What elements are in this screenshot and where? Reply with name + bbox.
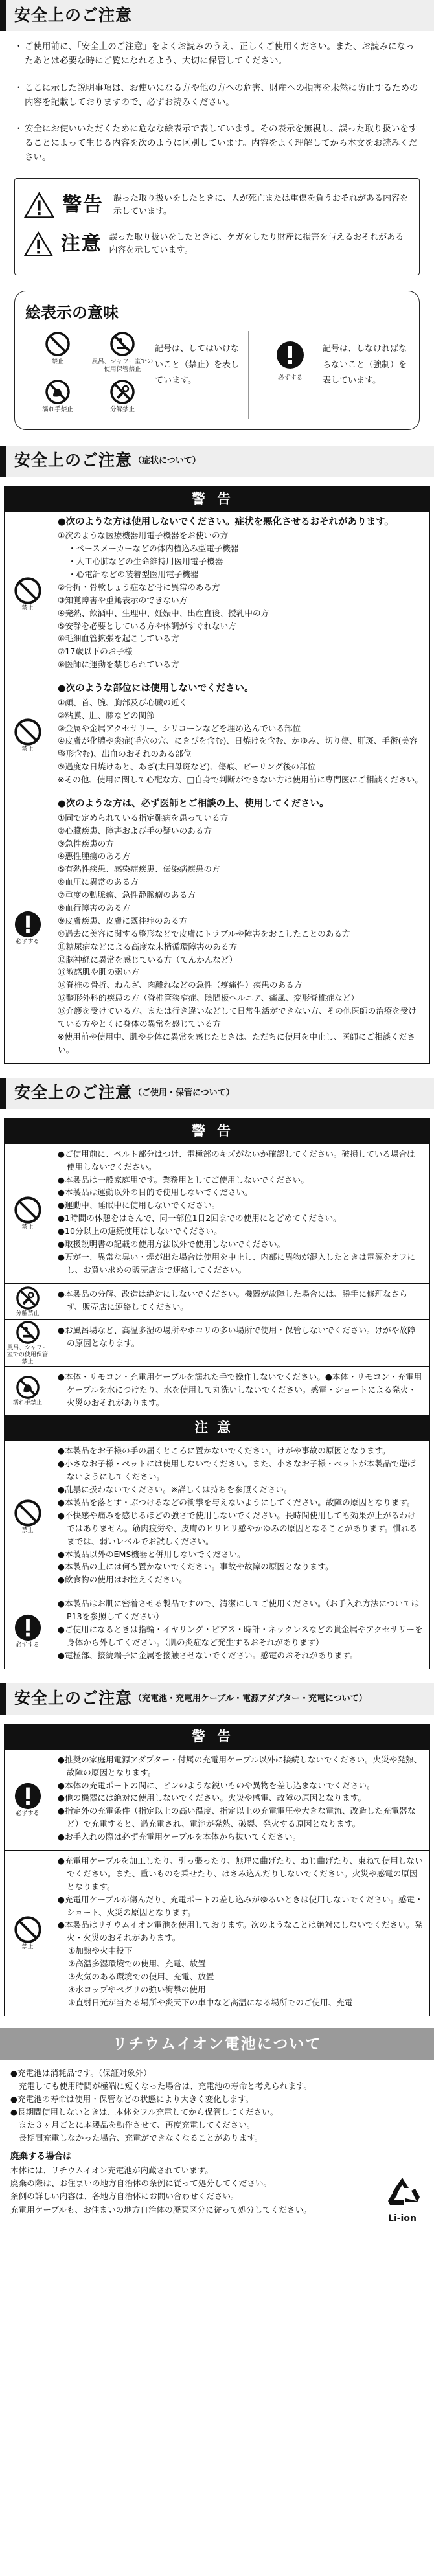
mandatory-symbol (258, 331, 323, 419)
list-item: ●充電池は消耗品です。（保証対象外） (10, 2068, 152, 2078)
list-item: ●推奨の家庭用電源アダプター・付属の充電用ケーブル以外に接続しないでください。火災や発熱、故障の原因となります。 (58, 1754, 422, 1777)
list-item: ●飲食物の使用はお控えください。 (58, 1575, 187, 1585)
disassemble-symbol (90, 379, 155, 414)
no-wet-hands-icon (45, 379, 71, 405)
icon-caption: 必ずする (16, 1641, 40, 1648)
list-item: ⑧血行障害のある方 (58, 903, 131, 913)
list-item: ②心臓疾患、障害および手の疑いのある方 (58, 825, 212, 836)
list-item: ●本製品の分解、改造は絶対にしないでください。機器が故障した場合には、勝手に修理なさらず、販売店に連絡してください。 (58, 1288, 407, 1312)
list-item: ③急性疾患の方 (58, 838, 114, 849)
no-disassemble-icon (109, 379, 135, 405)
liion-section (0, 2067, 434, 2217)
prohibited-icon (14, 1196, 42, 1224)
list-item: 条例の詳しい内容は、各地方自治体にお問い合わせください。 (10, 2191, 239, 2202)
list-item: ●電極部、接続端子に金属を接触させないでください。感電のおそれがあります。 (58, 1650, 358, 1660)
table-row (5, 1319, 429, 1365)
icon-caption: 濡れ手禁止 (12, 1400, 42, 1407)
list-item: ⑨皮膚疾患、皮膚に既往症のある方 (58, 915, 188, 926)
list-item: ⑩過去に美容に関する整形などで皮膚にトラブルや障害をおこしたことのある方 (58, 928, 350, 939)
list-item: 充電用ケーブルも、お住まいの地方自治体の廃棄区分に従って処分してください。 (10, 2204, 312, 2215)
list-item: ⑤有熱性疾患、感染症疾患、伝染病疾患の方 (58, 864, 220, 874)
caution-label: 注意 (60, 232, 102, 255)
list-item: ③火気のある環境での使用、充電、放置 (68, 1971, 214, 1981)
prohibited-icon (14, 1499, 42, 1527)
symptoms-table (4, 486, 430, 1064)
list-item: ④悪性腫瘍のある方 (58, 851, 131, 861)
icon-caption: 禁止 (21, 746, 34, 753)
prohibited-icon (45, 331, 71, 357)
list-item: ●乱暴に扱わないでください。※詳しくは持ちを参照ください。 (58, 1485, 292, 1495)
list-item: ●運動中、睡眠中に使用しないでください。 (58, 1200, 220, 1211)
charging-table (4, 1724, 430, 2016)
bath-caption: 風呂、シャワー室での使用保管禁止 (91, 358, 154, 373)
list-item: ④皮膚が化膿や炎症(毛穴の穴、にきびを含む)、日焼けを含む、かゆみ、切り傷、肝斑、手術(美容整形含む)、出血のおそれのある部位 (58, 736, 418, 759)
warning-bar: 警告 (5, 1724, 429, 1749)
section-subtitle: （ご使用・保管について） (133, 1088, 234, 1099)
wet-caption: 濡れ手禁止 (42, 405, 73, 413)
list-item: ※その他、使用に関して心配な方、□自身で判断ができない方は使用前に専門医にご相談ください。 (58, 775, 423, 785)
usage-table (4, 1118, 430, 1669)
row-lead: ●次のような方は、必ず医師とご相談の上、使用してください。 (58, 799, 329, 810)
list-item: ●1時間の休憩をはさんで、同一部位1日2回までの使用にとどめてください。 (58, 1213, 341, 1224)
list-item: ●本製品はリチウムイオン電池を使用しております。次のようなことは絶対にしないでください。発火・火災のおそれがあります。 (58, 1920, 423, 1943)
list-item: ●万が一、異常な臭い・煙が出た場合は使用を中止し、内部に異物が混入したときは電源をオフにし、お買い求めの販売店まで連絡してください。 (58, 1251, 416, 1275)
section-title: 安全上のご注意 (14, 5, 133, 25)
warning-text: 誤った取り扱いをしたときに、人が死亡または重傷を負うおそれがある内容を示しています。 (113, 193, 409, 217)
list-item: ●本製品は運動以外の目的で使用しないでください。 (58, 1187, 253, 1198)
section-title: 安全上のご注意 (14, 1689, 133, 1708)
warning-label: 警告 (62, 193, 104, 216)
caution-bar: 注意 (5, 1415, 429, 1440)
list-item: ⑪糖尿病などによる高度な末梢循環障害のある方 (58, 941, 238, 952)
list-item: ●充電池の寿命は使用・保管などの状態により大きく変化します。 (10, 2093, 254, 2104)
prohibit-description: 記号は、してはいけないこと（禁止）を表しています。 (155, 343, 240, 386)
list-item: ●お手入れの際は必ず充電用ケーブルを本体から抜いてください。 (58, 1832, 301, 1842)
recycle-mark (380, 2175, 425, 2223)
mandatory-icon (14, 910, 42, 939)
list-item: ●ご使用前に、ベルト部分はつけ、電極部のキズがないか確認してください。破損している場合は使用しないでください。 (58, 1148, 415, 1172)
mandatory-caption: 必ずする (277, 374, 303, 382)
list-item: ●お風呂場など、高温多湿の場所やホコリの多い場所で使用・保管しないでください。けがや故障の原因となります。 (58, 1325, 416, 1349)
section-subtitle: （症状について） (133, 455, 201, 466)
list-item: ⑫脳神経に異常を感じている方（てんかんなど） (58, 954, 238, 964)
list-item: ・心電計などの装着型医用電子機器 (68, 569, 199, 579)
list-item: 長期間充電しなかった場合、充電ができなくなることがあります。 (10, 2133, 263, 2143)
table-row (5, 1749, 429, 1850)
warning-caution-box (14, 178, 420, 275)
list-item: ●本製品以外のEMS機器と併用しないでください。 (58, 1549, 246, 1559)
list-item: ①加熱や火中投下 (68, 1946, 133, 1956)
icon-caption: 風呂、シャワー室での使用保管禁止 (6, 1345, 48, 1365)
list-item: ②骨折・骨軟しょう症など骨に異常のある方 (58, 582, 220, 592)
row-lead: ●次のような方は使用しないでください。症状を悪化させるおそれがあります。 (58, 516, 394, 527)
list-item: ④発熱、飲酒中、生理中、妊娠中、出産直後、授乳中の方 (58, 608, 269, 618)
disassemble-caption: 分解禁止 (109, 405, 135, 413)
bath-prohibited-symbol (90, 331, 155, 374)
list-item: ⑯介護を受けている方、または行き違いなどして日常生活ができない方、その他医師の治療を受けている方やとくに身体の異常を感じている方 (58, 1006, 417, 1029)
row-lead: ●次のような部位には使用しないでください。 (58, 683, 254, 694)
list-item: ⑦17歳以下のお子様 (58, 646, 133, 657)
table-row (5, 511, 429, 678)
section-header-usage (0, 1078, 434, 1109)
list-item: ●本製品をお子様の手の届くところに置かないでください。けがや事故の原因となります。 (58, 1446, 391, 1456)
list-item: ⑬敏感肌や肌の弱い方 (58, 967, 139, 977)
table-row (5, 1850, 429, 2016)
icon-caption: 分解禁止 (16, 1310, 40, 1317)
list-item: 廃棄の際は、お住まいの地方自治体の条例に従って処分してください。 (10, 2178, 271, 2189)
recycle-label: Li-ion (388, 2213, 417, 2224)
list-item: ●充電用ケーブルが傷んだり、充電ポートの差し込みがゆるいときは使用しないでください。感電・ショート、火災の原因となります。 (58, 1894, 423, 1917)
list-item: ※使用前や使用中、肌や身体に異常を感じたときは、ただちに使用を中止し、医師にご相談ください。 (58, 1031, 416, 1054)
list-item: ●ご使用になるときは指輪・イヤリング・ピアス・時計・ネックレスなどの貴金属やアクセサリーを身体から外してください。（肌の炎症など発生するおそれがあります） (58, 1624, 423, 1647)
list-item: ●本体の充電ポートの間に、ピンのような鋭いものや異物を差し込まないでください。 (58, 1780, 375, 1790)
list-item: ●本体・リモコン・充電用ケーブルを濡れた手で操作しないでください。●本体・リモコン・充電用ケーブルを水につけたり、水を使用して丸洗いしないでください。感電・ショートによる発火・火災のおそれがあります。 (58, 1371, 422, 1408)
section-header-safety (0, 0, 434, 31)
section-title: 安全上のご注意 (14, 1083, 133, 1102)
no-wet-hands-icon (16, 1375, 40, 1400)
list-item: ②粘膜、肛、膝などの関節 (58, 710, 155, 720)
caution-row (24, 228, 410, 260)
list-item: ⑥毛細血管拡張を起こしている方 (58, 633, 179, 644)
list-item: ●本製品の上には何も置かないでください。事故や故障の原因となります。 (58, 1562, 334, 1572)
caution-text: 誤った取り扱いをしたときに、ケガをしたり財産に損害を与えるおそれがある内容を示しています。 (109, 232, 404, 256)
list-item: ①顔、首、腕、胸部及び心臓の近く (58, 697, 188, 707)
mandatory-icon (14, 1613, 42, 1642)
list-item: ①固で定められている指定難病を患っている方 (58, 812, 229, 823)
list-item: ⑥血圧に異常のある方 (58, 877, 139, 887)
list-item: ④水コップやペグリの強い衝撃の使用 (68, 1984, 206, 1994)
list-item: ●取扱説明書の記載の使用方法以外で使用しないでください。 (58, 1238, 286, 1249)
list-item: ⑭脊椎の骨折、ねんざ、肉離れなどの急性（疼痛性）疾患のある方 (58, 980, 303, 990)
list-item: ③知覚障害や重篤表示のできない方 (58, 595, 188, 605)
prohibited-icon (14, 718, 42, 746)
list-item: ●10分以上の連続使用はしないでください。 (58, 1226, 222, 1237)
table-row (5, 1440, 429, 1593)
list-item: ●指定外の充電条件（指定以上の高い温度、指定以上の充電電圧や大きな電流、改造した充電器など）で充電すると、過充電され、電池が発熱、破裂、発火する原因となります。 (58, 1806, 416, 1829)
list-item: ●他の機器には絶対に使用しないでください。火災や感電、故障の原因となります。 (58, 1793, 366, 1803)
list-item: 本体には、リチウムイオン充電池が内蔵されています。 (10, 2165, 213, 2176)
list-item: ⑦重度の動脈瘤、急性静脈瘤のある方 (58, 890, 196, 900)
prohibited-icon (14, 576, 42, 605)
list-item: ●本製品を落とす・ぶつけるなどの衝撃を与えないようにしてください。故障の原因となります。 (58, 1498, 415, 1508)
list-item: ⑤過度な日焼けあと、あざ(太田母斑など)、傷痕、ピーリング後の部位 (58, 762, 316, 772)
intro-item: ・ ここに示した説明事項は、お使いになる方や他の方への危害、財産への損害を未然に防止するための内容を記載しておりますので、必ずお読みください。 (14, 82, 420, 110)
icon-caption: 禁止 (21, 605, 34, 612)
list-item: ●長期間使用しないときは、本体をフル充電してから保管してください。 (10, 2107, 279, 2117)
prohibited-symbol (25, 331, 90, 374)
list-item: ●本製品は一般家庭用です。業務用としてご使用しないでください。 (58, 1174, 309, 1185)
disposal-title: 廃棄する場合は (10, 2151, 72, 2162)
warning-triangle-icon (24, 189, 54, 222)
no-shower-icon (16, 1320, 40, 1345)
mandatory-icon (14, 1782, 42, 1810)
intro-item: ・ ご使用前に、「安全上のご注意」をよくお読みのうえ、正しくご使用ください。また、お読みになったあとは必要な時にご覧になれるよう、大切に保管してください。 (14, 40, 420, 69)
table-row (5, 678, 429, 793)
recycle-icon (383, 2175, 422, 2209)
list-item: ・人工心肺などの生命維持用医用電子機器 (68, 556, 223, 567)
mandatory-description: 記号は、しなければならないこと（強制）を表しています。 (323, 343, 407, 386)
caution-triangle-icon (24, 228, 53, 260)
symbol-meaning-box (14, 291, 420, 430)
icon-caption: 禁止 (21, 1224, 34, 1231)
list-item: ●本製品はお肌に密着させる製品ですので、清潔にしてご使用ください。（お手入れ方法については P13を参照してください） (58, 1599, 420, 1622)
no-disassemble-icon (16, 1286, 40, 1310)
list-item: ②高温多湿環境での使用、充電、放置 (68, 1959, 206, 1969)
table-row (5, 793, 429, 1063)
list-item: 充電しても使用時間が極端に短くなった場合は、充電池の寿命と考えられます。 (10, 2080, 312, 2091)
liion-header: リチウムイオン電池について (0, 2028, 434, 2060)
icon-caption: 禁止 (21, 1943, 34, 1950)
table-row (5, 1283, 429, 1320)
warning-bar: 警告 (5, 486, 429, 511)
list-item: ⑮整形外科的疾患の方（脊椎管狭窄症、陰間板ヘルニア、痛風、変形脊椎症など） (58, 993, 359, 1003)
intro-item: ・ 安全にお使いいただくために危なな絵表示で表しています。その表示を無視し、誤った取り扱いをすることによって生じる内容を次のように区別しています。内容をよく理解してから本文をお読みください。 (14, 122, 420, 165)
warning-bar: 警告 (5, 1119, 429, 1143)
table-row (5, 1366, 429, 1416)
icon-caption: 禁止 (21, 1527, 34, 1534)
section-title: 安全上のご注意 (14, 451, 133, 470)
section-header-symptoms (0, 446, 434, 477)
intro-list (0, 40, 434, 165)
wet-hands-symbol (25, 379, 90, 414)
prohibited-icon (14, 1915, 42, 1944)
prohibited-caption: 禁止 (51, 358, 64, 365)
list-item: ●充電用ケーブルを加工したり、引っ張ったり、無理に曲げたり、ねじ曲げたり、束ねて使用しないでください。また、重いものを乗せたり、はさみ込んだりしないでください。火災や感電の原因となります。 (58, 1855, 423, 1891)
list-item: ●不快感や痛みを感じるほどの強さで使用しないでください。長時間使用しても効果が上がるわけではありません。筋肉疲労や、皮膚のヒリヒリ感やかゆみの原因となることがあります。慣れるまでは、弱いレベルでお試しください。 (58, 1510, 418, 1546)
list-item: ・ペースメーカーなどの体内植込み型電子機器 (68, 543, 239, 554)
icon-caption: 必ずする (16, 939, 40, 946)
table-row (5, 1143, 429, 1283)
list-item: ③金属や金属アクセサリー、シリコーンなどを埋め込んでいる部位 (58, 723, 301, 733)
icon-caption: 必ずする (16, 1810, 40, 1817)
list-item: ⑤直射日光が当たる場所や炎天下の車中など高温になる場所でのご使用、充電 (68, 1997, 353, 2007)
list-item: ●小さなお子様・ペットには使用しないでください。また、小さなお子様・ペットが本製品で遊ばないようにしてください。 (58, 1459, 416, 1482)
list-item: ⑧医師に運動を禁じられている方 (58, 659, 179, 670)
table-row (5, 1593, 429, 1668)
warning-row (24, 189, 410, 222)
list-item: ⑤安静を必要としている方や体調がすぐれない方 (58, 621, 236, 631)
symbol-meaning-title: 絵表示の意味 (25, 304, 119, 323)
section-subtitle: （充電池・充電用ケーブル・電源アダプター・充電について） (133, 1694, 367, 1704)
list-item: また３ヶ月ごとに本製品を動作させて、再度充電してください。 (10, 2120, 255, 2130)
section-header-charging (0, 1683, 434, 1715)
list-item: ①次のような医療機器用電子機器をお使いの方 (58, 530, 229, 541)
mandatory-icon (275, 340, 305, 370)
no-shower-icon (109, 331, 135, 357)
